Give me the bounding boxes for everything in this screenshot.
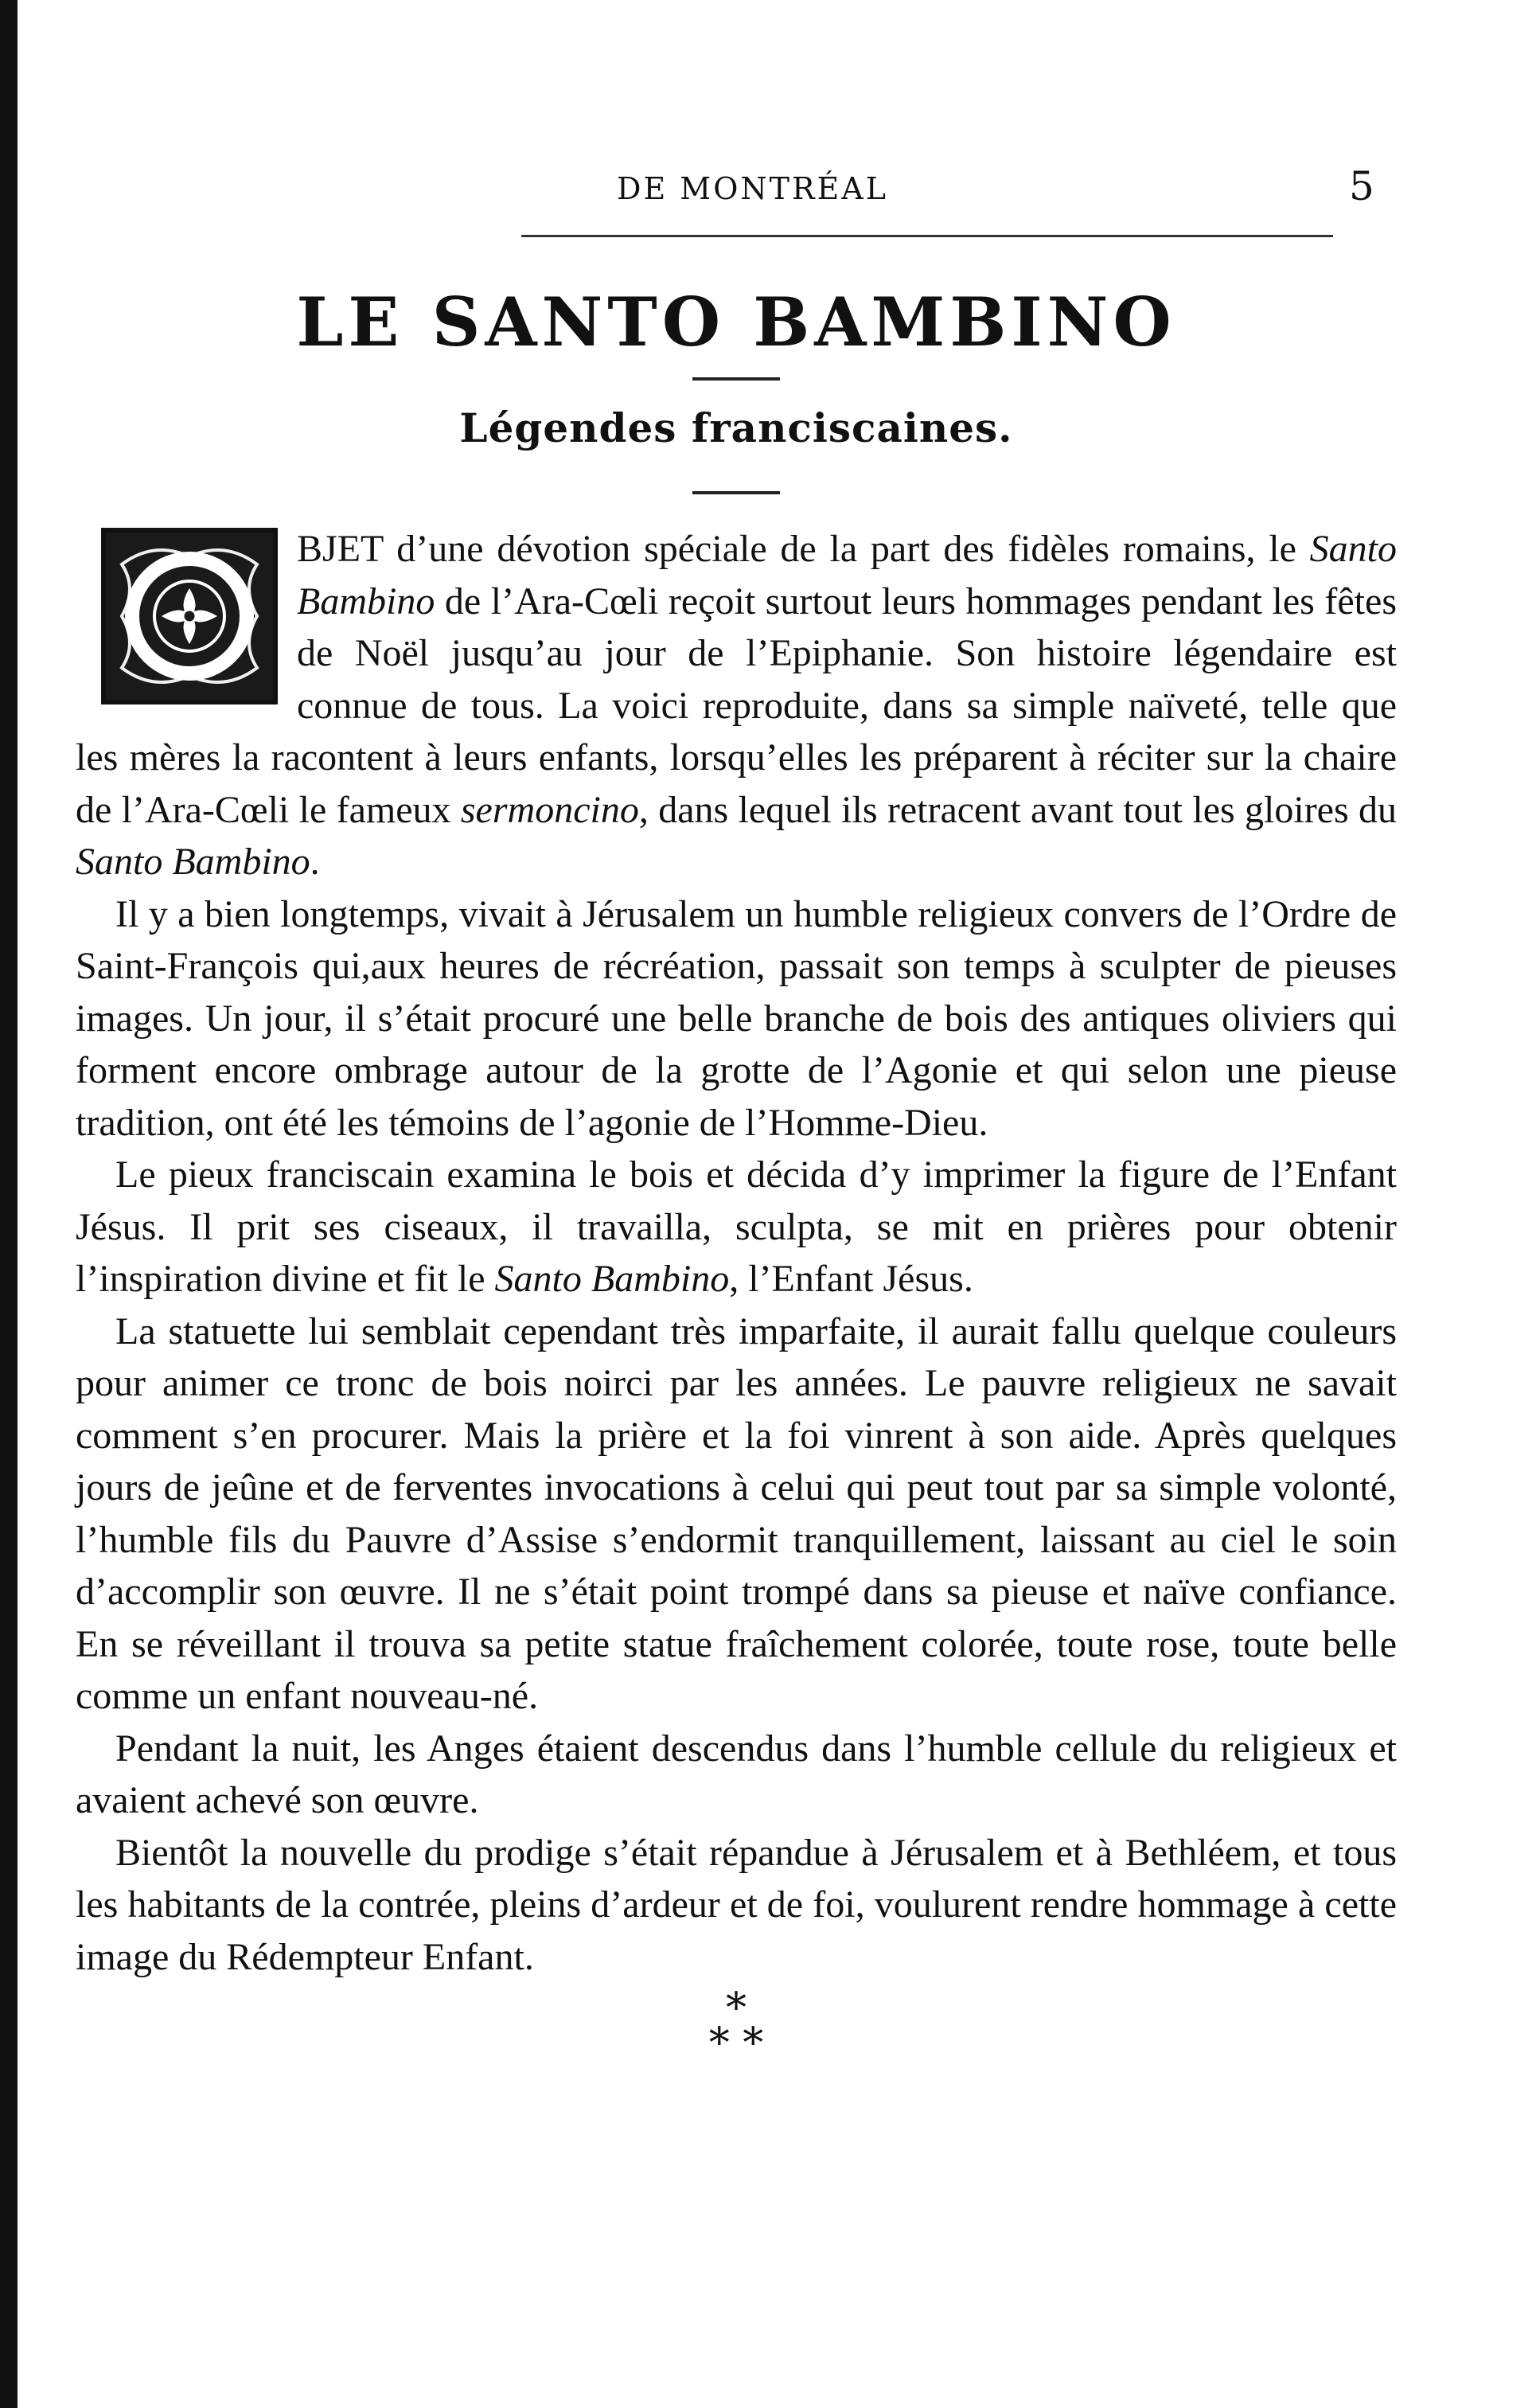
paragraph-1-text-c: de l’Ara-Cœli reçoit surtout leurs hommages pendant les fêtes de Noël jusqu’au jour de l’Epiphanie. Son histoire légendaire est connue de tous. La voici reproduite, dans sa simple naïveté, telle que les mères la racontent à leurs enfants, lorsqu’elles les préparent à réciter sur la chaire de l’Ara-Cœli le fameux <box>76 580 1397 831</box>
paragraph-5: Pendant la nuit, les Anges étaient descendus dans l’humble cellule du religieux et avaient achevé son œuvre. <box>76 1727 1397 1821</box>
paragraph-4: La statuette lui semblait cependant très imparfaite, il aurait fallu quelque couleurs pour animer ce tronc de bois noirci par les années. Le pauvre religieux ne savait comment s’en procurer. Mais la prière et la foi vinrent à son aide. Après quelques jours de jeûne et de ferventes invocations à celui qui peut tout par sa simple volonté, l’humble fils du Pauvre d’Assise s’endormit tranquillement, laissant au ciel le soin d’accomplir son œuvre. Il ne s’était point trompé dans sa pieuse et naïve confiance. En se réveillant il trouva sa petite statue fraîchement colorée, toute rose, toute belle comme un enfant nouveau-né. <box>76 1309 1397 1717</box>
page-number: 5 <box>1349 163 1374 209</box>
paragraph-6: Bientôt la nouvelle du prodige s’était répandue à Jérusalem et à Bethléem, et tous les habitants de la contrée, pleins d’ardeur et de foi, voulurent rendre hommage à cette image du Rédempteur Enfant. <box>76 1831 1397 1978</box>
subtitle-divider <box>692 491 780 494</box>
chapter-title: LE SANTO BAMBINO <box>296 283 1176 361</box>
title-divider <box>692 377 780 381</box>
body-text <box>76 523 1397 1983</box>
paragraph-1 <box>76 523 1397 888</box>
paragraph-2: Il y a bien longtemps, vivait à Jérusalem un humble religieux convers de l’Ordre de Saint-François qui,aux heures de récréation, passait son temps à sculpter de pieuses images. Un jour, il s’était procuré une belle branche de bois des antiques oliviers qui forment encore ombrage autour de la grotte de l’Agonie et qui selon une pieuse tradition, ont été les témoins de l’agonie de l’Homme-Dieu. <box>76 892 1397 1144</box>
running-head: DE MONTRÉAL <box>617 171 888 206</box>
header-rule <box>521 235 1333 237</box>
paragraph-1-text-a: BJET d’une dévotion spéciale de la part des fidèles romains, le <box>297 528 1310 570</box>
asterism-top: * <box>726 1985 747 2032</box>
ornamental-initial-graphic <box>106 533 273 700</box>
paragraph-1-text-g: . <box>310 841 320 883</box>
paragraph-1-italic-santo-bambino-2: Santo Bambino <box>76 841 310 883</box>
paragraph-1-italic-santo-bambino: Santo Bambino <box>297 528 1397 622</box>
page-edge-rule <box>0 0 18 2408</box>
paragraph-1-italic-sermoncino: sermoncino <box>460 788 639 831</box>
paragraph-3-text-c: , l’Enfant Jésus. <box>729 1258 973 1300</box>
paragraph-3-italic-santo-bambino: Santo Bambino <box>494 1258 730 1300</box>
paragraph-3-text-a: Le pieux franciscain examina le bois et décida d’y imprimer la figure de l’Enfant Jésus. Il prit ses ciseaux, il travailla, sculpta, se mit en prières pour obtenir l’inspiration divine et fit le <box>76 1153 1397 1300</box>
paragraph-1-text-e: , dans lequel ils retracent avant tout les gloires du <box>638 788 1398 831</box>
asterism <box>76 1985 1397 2067</box>
asterism-bottom: * * <box>708 2020 764 2067</box>
book-page <box>76 155 1398 2067</box>
ornamental-initial <box>101 528 278 704</box>
paragraph-3 <box>76 1149 1397 1305</box>
chapter-subtitle: Légendes franciscaines. <box>459 404 1013 451</box>
page-header <box>76 155 1397 219</box>
